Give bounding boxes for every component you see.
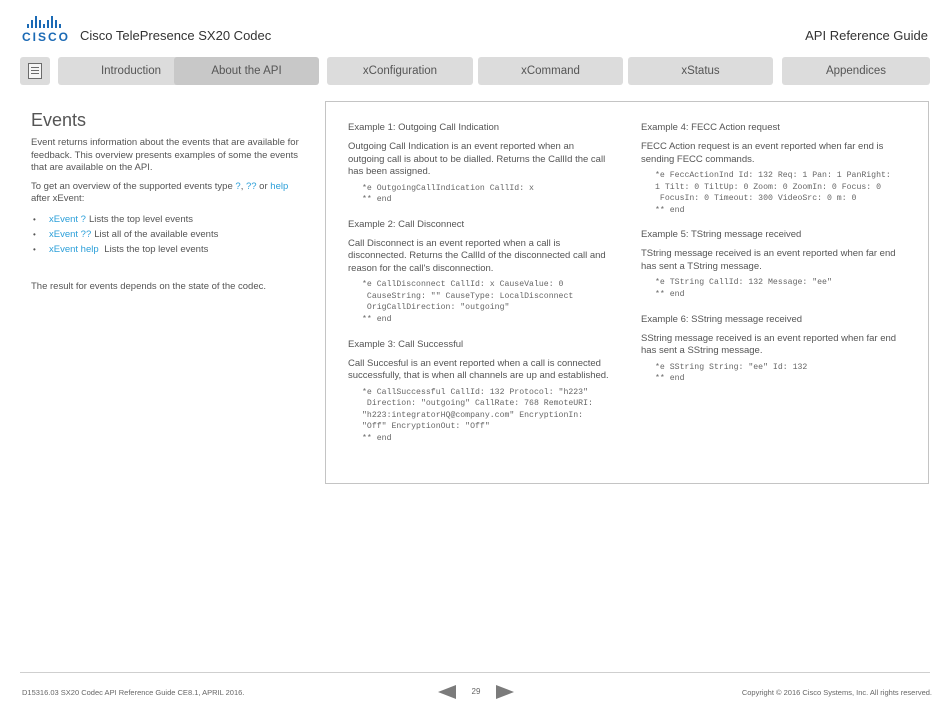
help-link-help[interactable]: help	[270, 180, 289, 192]
help-link-qq[interactable]: ??	[245, 180, 257, 192]
overview-paragraph	[31, 181, 306, 206]
example-5-code: *e TString CallId: 132 Message: "ee" ** end	[655, 278, 832, 299]
help-link-q[interactable]: ?	[235, 180, 241, 192]
list-item	[31, 227, 306, 242]
example-4-title: Example 4: FECC Action request	[641, 122, 780, 133]
example-5-title: Example 5: TString message received	[641, 229, 802, 241]
list-item-text: List all of the available events	[94, 228, 219, 240]
xevent-q-link[interactable]: xEvent ?	[49, 213, 86, 225]
overview-suffix: after xEvent:	[31, 193, 85, 204]
examples-column-left	[348, 122, 610, 458]
page-title: Events	[31, 110, 87, 130]
example-2-code: *e CallDisconnect CallId: x CauseValue: 0 CauseString: "" CauseType: LocalDisconnect OrigCallDirection: "outgoing" ** end	[362, 280, 574, 324]
example-5-desc: TString message received is an event reported when far end has sent a TString message.	[641, 248, 896, 272]
next-page-icon[interactable]	[496, 685, 514, 699]
tab-xstatus[interactable]: xStatus	[628, 57, 773, 85]
example-3-code: *e CallSuccessful CallId: 132 Protocol: "h223" Direction: "outgoing" CallRate: 768 RemoteURI: "h223:integratorHQ@company.com" EncryptionIn: "Off" EncryptionOut: "Off" ** end	[362, 387, 593, 443]
example-2-desc: Call Disconnect is an event reported when a call is disconnected. Returns the CallId of the disconnected call and reason for the call's disconnection.	[348, 237, 606, 274]
result-note: The result for events depends on the state of the codec.	[31, 280, 267, 292]
tab-introduction[interactable]: Introduction	[58, 57, 204, 85]
example-3-desc: Call Succesful is an event reported when a call is connected successfully, that is when all channels are up and established.	[348, 357, 609, 382]
footer-divider	[20, 672, 930, 673]
example-6-desc: SString message received is an event reported when far end has sent a SString message.	[641, 332, 897, 357]
tab-xcommand[interactable]: xCommand	[478, 57, 623, 85]
list-item	[31, 242, 306, 257]
tab-xconfiguration[interactable]: xConfiguration	[327, 57, 473, 85]
list-item	[31, 212, 306, 227]
examples-column-right	[641, 122, 903, 398]
document-list-icon	[28, 63, 42, 79]
events-intro	[31, 110, 306, 299]
example-1-desc: Outgoing Call Indication is an event reported when an outgoing call is about to be dialled. Returns the CallId the call has been assigned.	[348, 141, 606, 177]
toc-button[interactable]	[20, 57, 50, 85]
example-1-code: *e OutgoingCallIndication CallId: x ** end	[362, 183, 534, 205]
separator: or	[256, 180, 271, 192]
intro-paragraph: Event returns information about the events that are available for feedback. This overview presents examples of some the events that are available on the API.	[31, 137, 299, 173]
page-number: 29	[471, 687, 481, 696]
separator: ,	[240, 180, 246, 192]
top-nav	[20, 56, 930, 86]
event-commands-list	[31, 212, 306, 257]
example-3-title: Example 3: Call Successful	[348, 338, 464, 350]
copyright: Copyright © 2016 Cisco Systems, Inc. All rights reserved.	[741, 688, 932, 697]
example-1-title: Example 1: Outgoing Call Indication	[348, 122, 500, 133]
xevent-qq-link[interactable]: xEvent ??	[49, 228, 92, 240]
document-id: D15316.03 SX20 Codec API Reference Guide CE8.1, APRIL 2016.	[22, 688, 245, 697]
xevent-help-link[interactable]: xEvent help	[49, 243, 99, 255]
tab-about-the-api[interactable]: About the API	[174, 57, 319, 85]
logo-wordmark: CISCO	[22, 30, 71, 44]
cisco-logo	[22, 14, 71, 44]
examples-box	[325, 101, 929, 484]
tab-appendices[interactable]: Appendices	[782, 57, 930, 85]
example-6-title: Example 6: SString message received	[641, 313, 803, 325]
example-6-code: *e SString String: "ee" Id: 132 ** end	[655, 362, 808, 384]
page-navigation	[438, 685, 514, 699]
cisco-bars-icon	[22, 14, 66, 28]
example-2-title: Example 2: Call Disconnect	[348, 218, 465, 230]
list-item-text: Lists the top level events	[88, 213, 194, 225]
list-item-text: Lists the top level events	[101, 243, 209, 255]
overview-prefix: To get an overview of the supported events type	[31, 180, 236, 192]
example-4-code: *e FeccActionInd Id: 132 Req: 1 Pan: 1 PanRight: 1 Tilt: 0 TiltUp: 0 Zoom: 0 ZoomIn: 0 Focus: 0 FocusIn: 0 Timeout: 300 VideoSrc: 0 m: 0 ** end	[655, 171, 891, 215]
product-title: Cisco TelePresence SX20 Codec	[80, 28, 272, 43]
example-4-desc: FECC Action request is an event reported when far end is sending FECC commands.	[641, 141, 884, 165]
guide-title: API Reference Guide	[805, 28, 928, 43]
